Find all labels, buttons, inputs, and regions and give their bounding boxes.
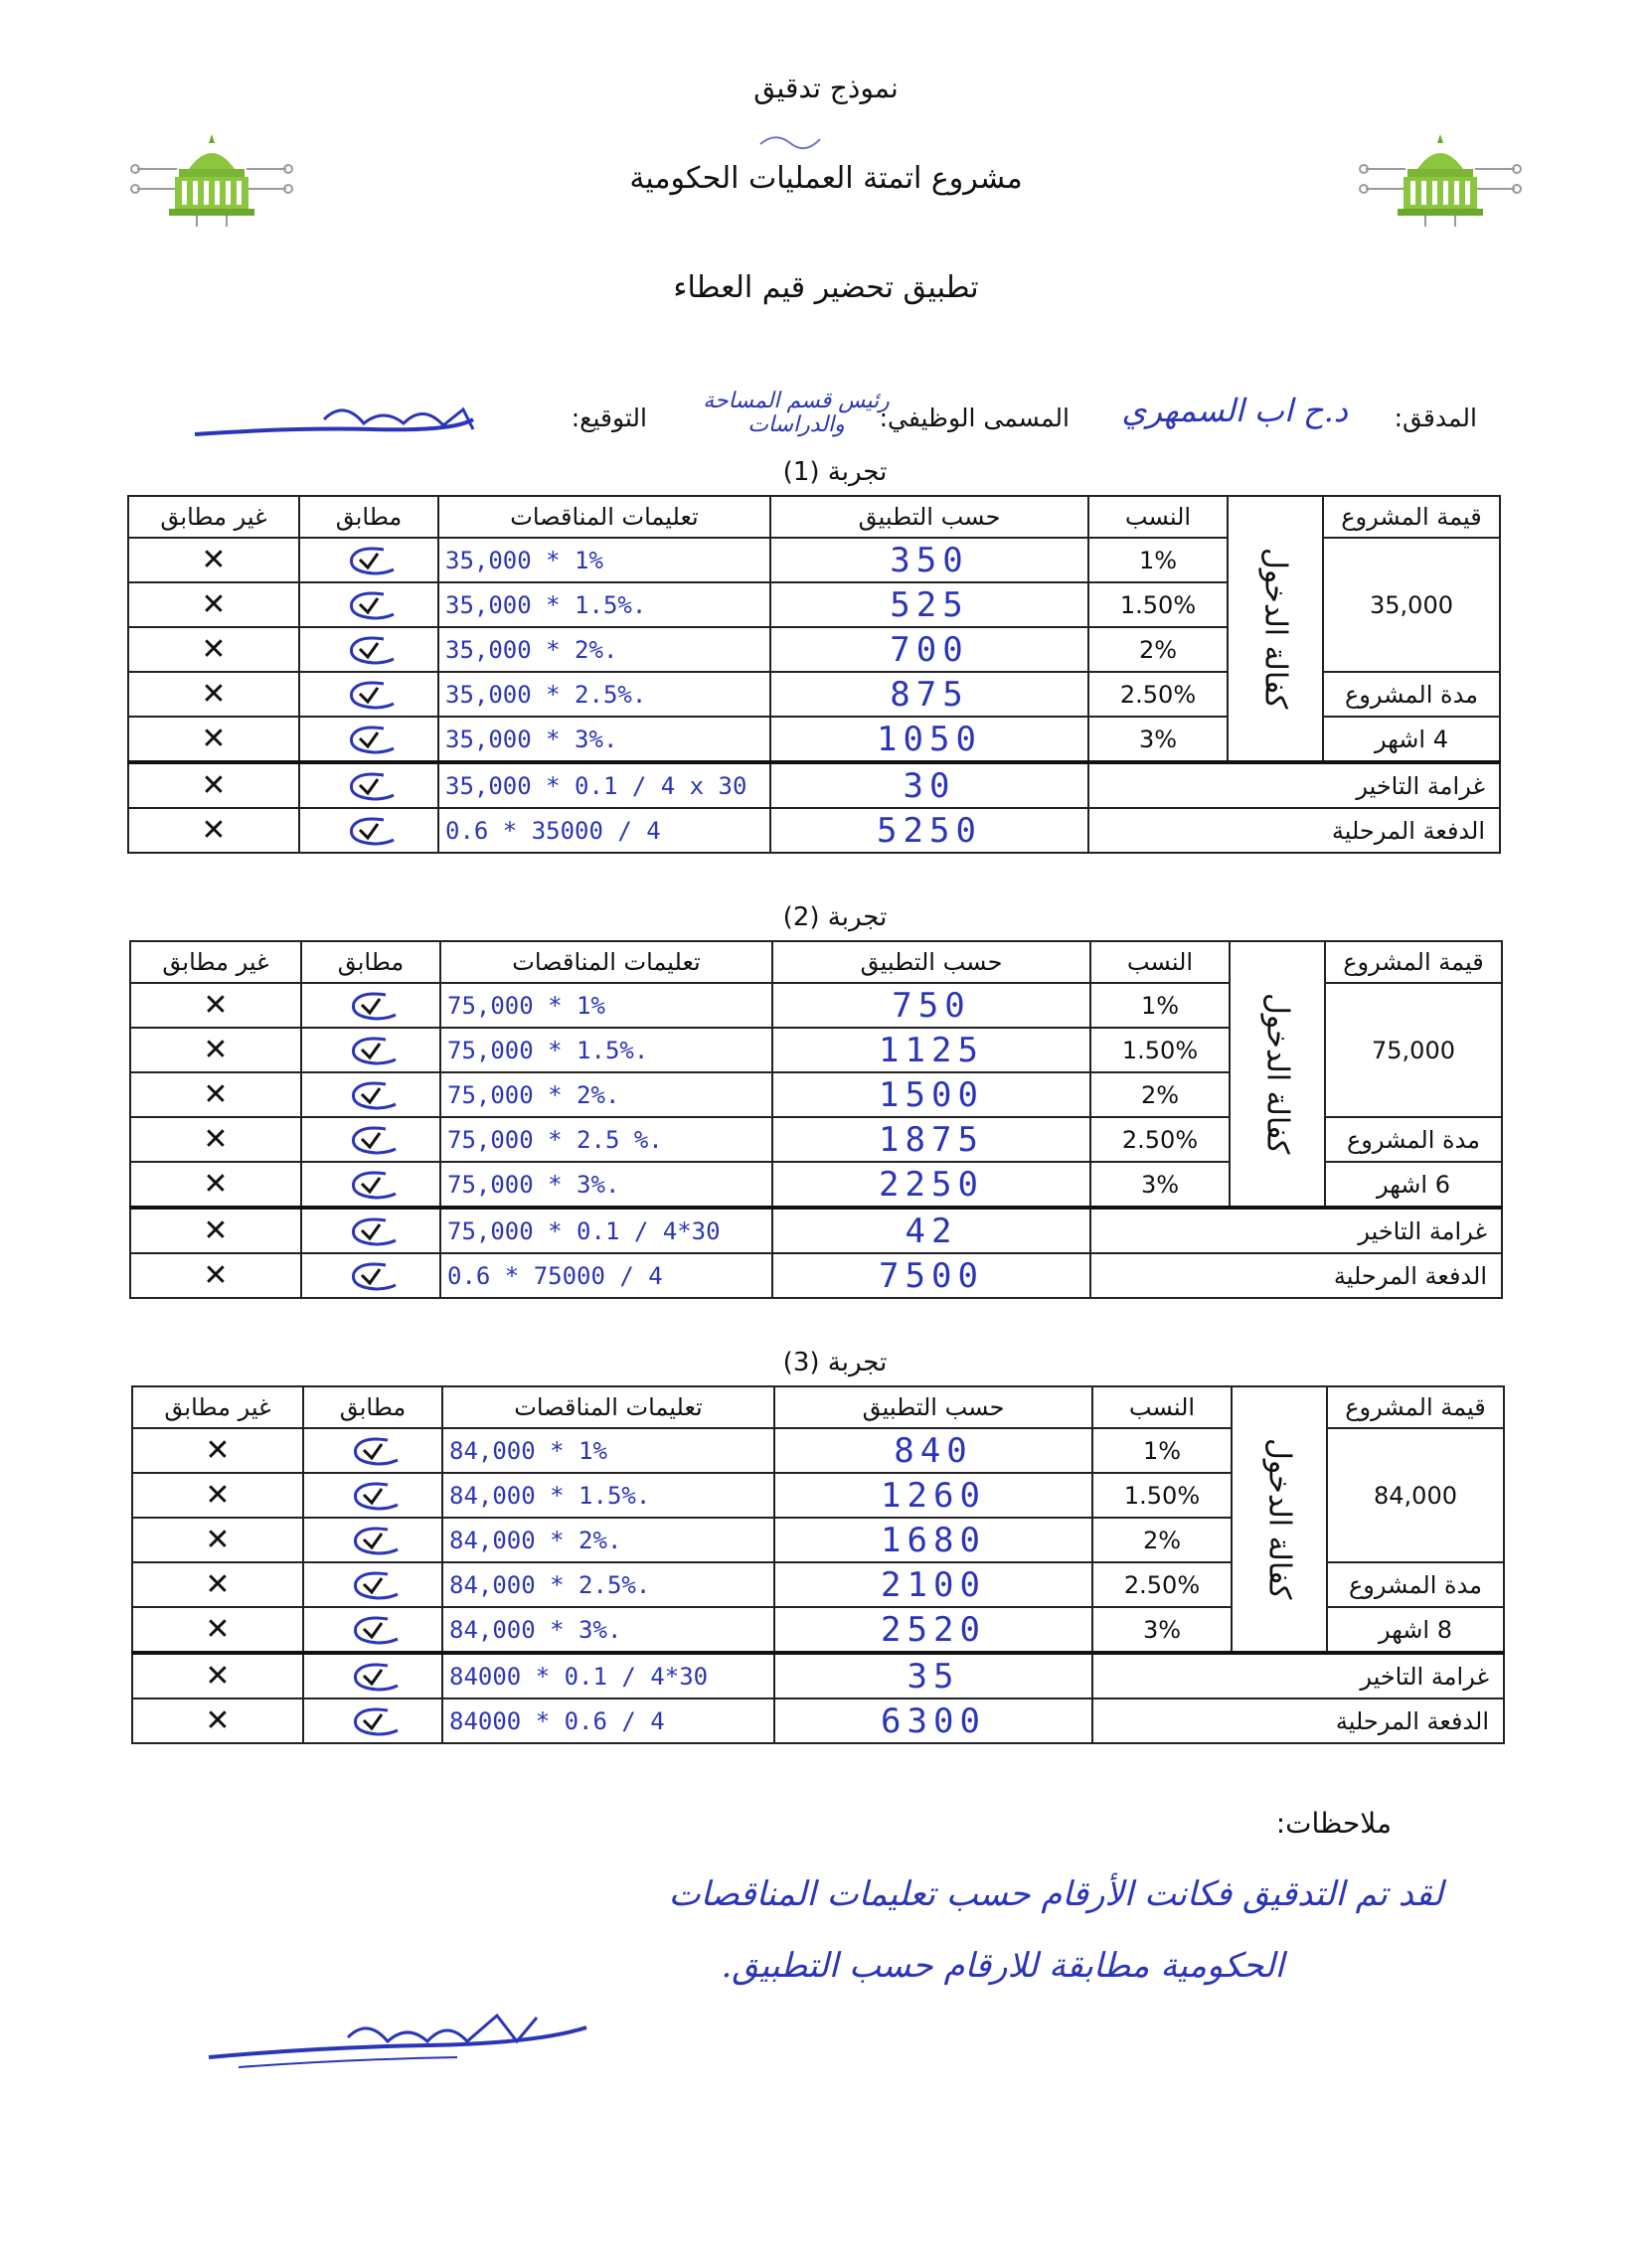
app-value-cell: 750 [772,983,1090,1028]
notes-text [250,1859,1443,2002]
app-value-cell: 1260 [774,1473,1092,1518]
app-value-cell: 1050 [770,717,1088,762]
penalty-formula: 35,000 * 0.1 / 4 x 30 [438,762,770,808]
formula-cell: 35,000 * 3%. [438,717,770,762]
project-value-cell: 35,000 [1323,538,1500,672]
no-match-cell: ✕ [132,1473,303,1518]
penalty-formula: 84000 * 0.1 / 4*30 [442,1653,774,1698]
trial-caption: تجربة (2) [782,902,888,932]
formula-cell: 75,000 * 1% [440,983,772,1028]
no-match-cell: ✕ [130,983,301,1028]
header-tender-instructions: تعليمات المناقصات [442,1386,774,1428]
match-cell [301,983,440,1028]
match-cell [303,1428,442,1473]
handwritten-check-icon [342,1660,404,1694]
handwritten-check-icon [342,1704,404,1738]
rate-cell: 1% [1088,538,1228,582]
ink-scribble [755,129,825,159]
formula-cell: 75,000 * 1.5%. [440,1028,772,1072]
header-project-value: قيمة المشروع [1327,1386,1504,1428]
no-match-cell: ✕ [128,808,299,853]
header-tender-instructions: تعليمات المناقصات [440,941,772,983]
handwritten-check-icon [340,1123,402,1157]
trial-caption: تجربة (3) [782,1348,888,1377]
formula-cell: 84,000 * 1% [442,1428,774,1473]
no-match-cell: ✕ [132,1607,303,1653]
duration-value: 4 اشهر [1323,717,1500,762]
header-by-app: حسب التطبيق [770,496,1088,538]
match-cell [301,1162,440,1208]
installment-label: الدفعة المرحلية [1088,808,1500,853]
duration-label: مدة المشروع [1323,672,1500,717]
header-match: مطابق [299,496,438,538]
handwritten-check-icon [342,1568,404,1602]
header-by-app: حسب التطبيق [772,941,1090,983]
final-signature [199,1998,596,2087]
match-cell [299,808,438,853]
no-match-cell: ✕ [128,538,299,582]
header-rates: النسب [1088,496,1228,538]
header-rates: النسب [1090,941,1230,983]
formula-cell: 35,000 * 1% [438,538,770,582]
handwritten-check-icon [342,1613,404,1647]
installment-formula: 84000 * 0.6 / 4 [442,1698,774,1743]
project-value-cell: 75,000 [1325,983,1502,1117]
rate-cell: 1% [1092,1428,1232,1473]
auditor-signature [175,390,493,459]
match-cell [301,1028,440,1072]
installment-label: الدفعة المرحلية [1090,1253,1502,1298]
installment-formula: 0.6 * 75000 / 4 [440,1253,772,1298]
auditor-name: د.ح اب السمهري [1121,392,1348,429]
match-cell [299,672,438,717]
trial-table [129,940,1503,1299]
handwritten-check-icon [340,1214,402,1248]
app-value-cell: 1500 [772,1072,1090,1117]
auditor-label: المدقق: [1394,404,1477,432]
signature-label: التوقيع: [571,404,647,432]
formula-cell: 84,000 * 3%. [442,1607,774,1653]
formula-cell: 84,000 * 2%. [442,1518,774,1562]
no-match-cell: ✕ [130,1028,301,1072]
header-match: مطابق [301,941,440,983]
header-by-app: حسب التطبيق [774,1386,1092,1428]
match-cell [299,762,438,808]
match-cell [301,1253,440,1298]
handwritten-check-icon [340,1168,402,1202]
handwritten-check-icon [340,1078,402,1112]
match-cell [303,1607,442,1653]
no-match-cell: ✕ [130,1117,301,1162]
formula-cell: 35,000 * 2%. [438,627,770,672]
penalty-app-value: 42 [772,1208,1090,1253]
handwritten-check-icon [340,1034,402,1067]
notes-label: ملاحظات: [1275,1807,1392,1840]
header-no-match: غير مطابق [128,496,299,538]
notes-line: لقد تم التدقيق فكانت الأرقام حسب تعليمات المناقصات [668,1874,1443,1914]
penalty-app-value: 35 [774,1653,1092,1698]
match-cell [299,582,438,627]
handwritten-check-icon [338,678,400,712]
no-match-cell: ✕ [132,1698,303,1743]
rate-cell: 2.50% [1092,1562,1232,1607]
project-value-cell: 84,000 [1327,1428,1504,1562]
no-match-cell: ✕ [130,1072,301,1117]
trial-caption: تجربة (1) [782,457,888,487]
guarantee-label: كفالة الدخول [1261,1438,1297,1600]
no-match-cell: ✕ [132,1562,303,1607]
no-match-cell: ✕ [130,1253,301,1298]
formula-cell: 75,000 * 2%. [440,1072,772,1117]
app-value-cell: 875 [770,672,1088,717]
match-cell [301,1208,440,1253]
penalty-app-value: 30 [770,762,1088,808]
match-cell [299,717,438,762]
auditor-info-row [175,390,1477,459]
guarantee-cell [1230,941,1325,1208]
rate-cell: 2% [1088,627,1228,672]
match-cell [303,1653,442,1698]
project-title: مشروع اتمتة العمليات الحكومية [629,161,1023,196]
rate-cell: 1.50% [1090,1028,1230,1072]
handwritten-check-icon [342,1434,404,1468]
match-cell [301,1072,440,1117]
guarantee-cell [1228,496,1323,762]
penalty-formula: 75,000 * 0.1 / 4*30 [440,1208,772,1253]
rate-cell: 3% [1092,1607,1232,1653]
handwritten-check-icon [338,814,400,848]
handwritten-check-icon [342,1524,404,1557]
installment-app-value: 6300 [774,1698,1092,1743]
handwritten-check-icon [338,723,400,756]
form-title: نموذج تدقيق [753,72,899,104]
app-value-cell: 840 [774,1428,1092,1473]
no-match-cell: ✕ [132,1428,303,1473]
duration-label: مدة المشروع [1325,1117,1502,1162]
match-cell [303,1562,442,1607]
position-label: المسمى الوظيفي: [879,404,1070,432]
rate-cell: 1% [1090,983,1230,1028]
handwritten-check-icon [340,989,402,1023]
formula-cell: 75,000 * 2.5 %. [440,1117,772,1162]
late-penalty-label: غرامة التاخير [1088,762,1500,808]
no-match-cell: ✕ [128,672,299,717]
no-match-cell: ✕ [132,1518,303,1562]
rate-cell: 2.50% [1088,672,1228,717]
late-penalty-label: غرامة التاخير [1092,1653,1504,1698]
app-value-cell: 700 [770,627,1088,672]
no-match-cell: ✕ [130,1208,301,1253]
no-match-cell: ✕ [128,582,299,627]
match-cell [303,1473,442,1518]
header-rates: النسب [1092,1386,1232,1428]
match-cell [299,538,438,582]
no-match-cell: ✕ [128,717,299,762]
rate-cell: 1.50% [1092,1473,1232,1518]
handwritten-check-icon [338,544,400,577]
match-cell [303,1518,442,1562]
rate-cell: 1.50% [1088,582,1228,627]
guarantee-label: كفالة الدخول [1259,993,1295,1155]
match-cell [303,1698,442,1743]
app-value-cell: 525 [770,582,1088,627]
handwritten-check-icon [340,1259,402,1293]
guarantee-label: كفالة الدخول [1257,548,1293,710]
header-no-match: غير مطابق [130,941,301,983]
no-match-cell: ✕ [128,762,299,808]
match-cell [301,1117,440,1162]
handwritten-check-icon [338,769,400,803]
formula-cell: 84,000 * 2.5%. [442,1562,774,1607]
app-value-cell: 1125 [772,1028,1090,1072]
duration-label: مدة المشروع [1327,1562,1504,1607]
no-match-cell: ✕ [128,627,299,672]
rate-cell: 3% [1090,1162,1230,1208]
no-match-cell: ✕ [132,1653,303,1698]
header-project-value: قيمة المشروع [1323,496,1500,538]
installment-formula: 0.6 * 35000 / 4 [438,808,770,853]
duration-value: 6 اشهر [1325,1162,1502,1208]
installment-app-value: 5250 [770,808,1088,853]
installment-app-value: 7500 [772,1253,1090,1298]
handwritten-check-icon [342,1479,404,1513]
formula-cell: 75,000 * 3%. [440,1162,772,1208]
app-title: تطبيق تحضير قيم العطاء [673,270,979,305]
app-value-cell: 2250 [772,1162,1090,1208]
duration-value: 8 اشهر [1327,1607,1504,1653]
app-value-cell: 1875 [772,1117,1090,1162]
app-value-cell: 2520 [774,1607,1092,1653]
app-value-cell: 2100 [774,1562,1092,1607]
formula-cell: 35,000 * 2.5%. [438,672,770,717]
formula-cell: 84,000 * 1.5%. [442,1473,774,1518]
rate-cell: 2.50% [1090,1117,1230,1162]
trial-table [127,495,1501,854]
handwritten-check-icon [338,633,400,667]
no-match-cell: ✕ [130,1162,301,1208]
rate-cell: 2% [1092,1518,1232,1562]
header-no-match: غير مطابق [132,1386,303,1428]
guarantee-cell [1232,1386,1327,1653]
late-penalty-label: غرامة التاخير [1090,1208,1502,1253]
notes-line: الحكومية مطابقة للارقام حسب التطبيق. [721,1946,1284,1986]
header-tender-instructions: تعليمات المناقصات [438,496,770,538]
app-value-cell: 350 [770,538,1088,582]
match-cell [299,627,438,672]
position-value: رئيس قسم المساحة والدراسات [703,389,890,437]
header-project-value: قيمة المشروع [1325,941,1502,983]
trial-table [131,1385,1505,1744]
formula-cell: 35,000 * 1.5%. [438,582,770,627]
installment-label: الدفعة المرحلية [1092,1698,1504,1743]
rate-cell: 3% [1088,717,1228,762]
handwritten-check-icon [338,588,400,622]
app-value-cell: 1680 [774,1518,1092,1562]
rate-cell: 2% [1090,1072,1230,1117]
header-match: مطابق [303,1386,442,1428]
